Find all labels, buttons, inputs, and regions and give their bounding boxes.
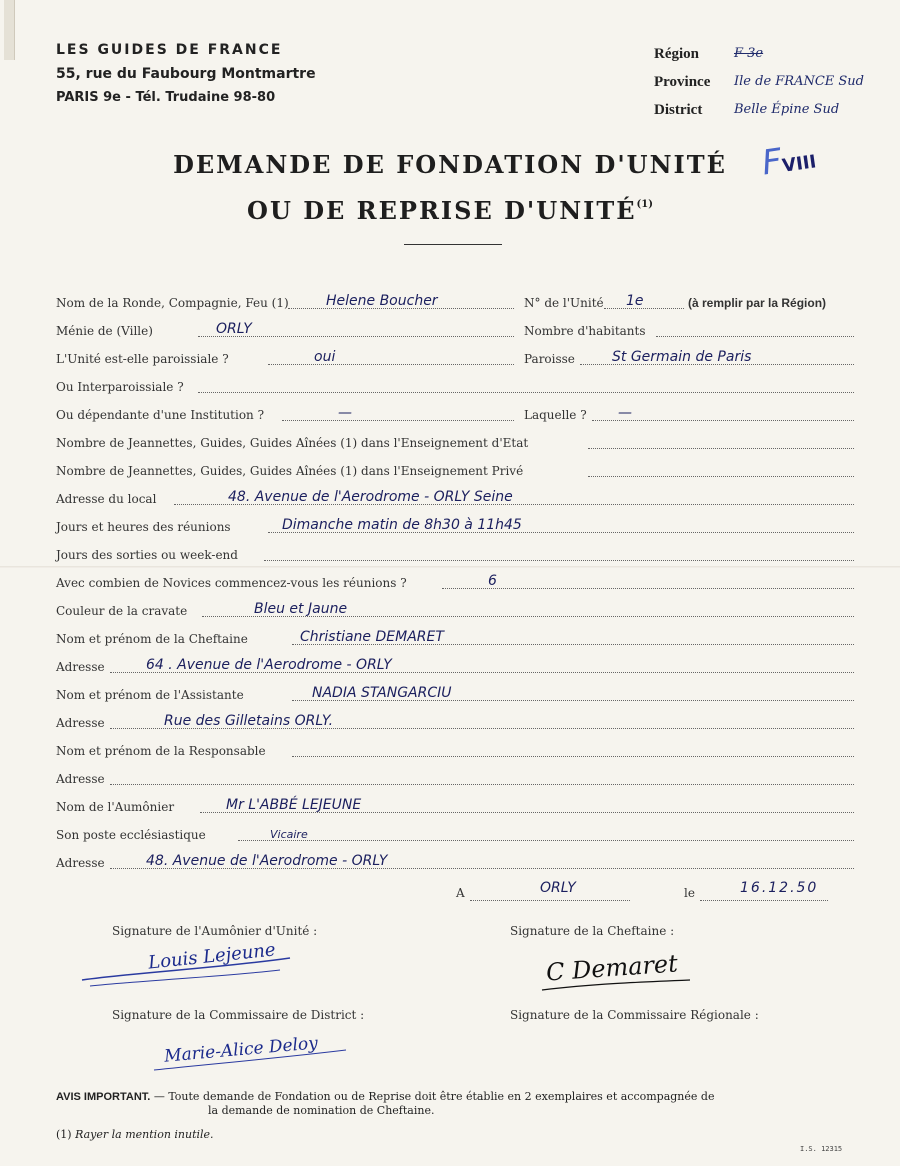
field-value-aumonier-adresse[interactable]: 48. Avenue de l'Aerodrome - ORLY (146, 853, 388, 869)
field-label-local: Adresse du local (56, 492, 157, 506)
date-value[interactable]: 16.12.50 (740, 880, 819, 896)
field-label-institution: Ou dépendante d'une Institution ? (56, 408, 265, 422)
field-label-aumonier: Nom de l'Aumônier (56, 800, 175, 814)
organisation-name: LES GUIDES DE FRANCE (56, 42, 283, 58)
signature-cheftaine[interactable]: C Demaret (545, 949, 679, 987)
form-title-line-2 (0, 196, 900, 225)
signature-flourish-aumonier (80, 950, 300, 990)
dotted-line (292, 756, 854, 757)
form-row-responsable-adresse (56, 766, 854, 788)
file-code-letter: F (759, 141, 785, 184)
field-value-cheftaine-adresse[interactable]: 64 . Avenue de l'Aerodrome - ORLY (146, 657, 392, 673)
dotted-line (238, 840, 854, 841)
title-underline (404, 244, 502, 245)
signature-label-regionale: Signature de la Commissaire Régionale : (510, 1008, 759, 1022)
form-row-institution (56, 402, 854, 424)
field-label-reunions: Jours et heures des réunions (56, 520, 231, 534)
province-label: Province (654, 74, 711, 90)
field-label-poste: Son poste ecclésiastique (56, 828, 206, 842)
field-value-paroisse[interactable]: St Germain de Paris (612, 349, 752, 365)
footnote-mark: (1) (56, 1128, 72, 1141)
form-row-sorties (56, 542, 854, 564)
form-row-novices (56, 570, 854, 592)
field-value-paroissiale[interactable]: oui (314, 349, 336, 365)
field-value-laquelle[interactable]: — (618, 405, 632, 421)
form-row-assistante (56, 682, 854, 704)
dotted-line (282, 420, 514, 421)
field-label-cheftaine: Nom et prénom de la Cheftaine (56, 632, 248, 646)
field-value-local[interactable]: 48. Avenue de l'Aerodrome - ORLY Seine (228, 489, 513, 505)
organisation-city: PARIS 9e - Tél. Trudaine 98-80 (56, 90, 276, 105)
dotted-line (588, 476, 854, 477)
field-value-menie[interactable]: ORLY (216, 321, 252, 337)
field-value-reunions[interactable]: Dimanche matin de 8h30 à 11h45 (282, 517, 522, 533)
field-label-numero: N° de l'Unité (524, 296, 604, 310)
paper-clip-mark (4, 0, 15, 60)
field-label-aumonier-adresse: Adresse (56, 856, 105, 870)
field-label-novices: Avec combien de Novices commencez-vous les réunions ? (56, 576, 407, 590)
field-label-cravate: Couleur de la cravate (56, 604, 188, 618)
footnote (56, 1128, 214, 1141)
region-label: Région (654, 46, 699, 62)
field-value-assistante-adresse[interactable]: Rue des Gilletains ORLY. (164, 713, 334, 729)
dotted-line (110, 784, 854, 785)
district-label: District (654, 102, 703, 118)
field-label-prive: Nombre de Jeannettes, Guides, Guides Aînées (1) dans l'Enseignement Privé (56, 464, 524, 478)
field-label-responsable-adresse: Adresse (56, 772, 105, 786)
form-row-nom (56, 290, 854, 312)
field-label-interparoissiale: Ou Interparoissiale ? (56, 380, 184, 394)
form-row-local (56, 486, 854, 508)
dotted-line (264, 560, 854, 561)
field-label-habitants: Nombre d'habitants (524, 324, 646, 338)
print-code: I.S. 12315 (800, 1145, 843, 1153)
field-value-institution[interactable]: — (338, 405, 352, 421)
important-notice (56, 1090, 854, 1118)
form-row-aumonier (56, 794, 854, 816)
province-value: Ile de FRANCE Sud (734, 74, 865, 89)
form-title-text: OU DE REPRISE D'UNITÉ (247, 196, 637, 225)
dotted-line (588, 448, 854, 449)
signature-flourish-district (150, 1046, 350, 1076)
form-row-poste (56, 822, 854, 844)
signature-label-aumonier: Signature de l'Aumônier d'Unité : (112, 924, 318, 938)
form-row-enseignement-prive (56, 458, 854, 480)
form-row-cravate (56, 598, 854, 620)
notice-line-1: — Toute demande de Fondation ou de Reprise doit être établie en 2 exemplaires et accompagnée de (153, 1090, 715, 1103)
file-code-numeral: VIII (780, 151, 818, 177)
form-row-paroissiale (56, 346, 854, 368)
field-value-numero[interactable]: 1e (626, 293, 644, 309)
region-fill-note: (à remplir par la Région) (688, 296, 827, 310)
field-value-cravate[interactable]: Bleu et Jaune (254, 601, 348, 617)
district-value: Belle Épine Sud (734, 102, 840, 117)
organisation-header (56, 38, 316, 110)
signature-label-cheftaine: Signature de la Cheftaine : (510, 924, 675, 938)
date-place-label: A (456, 886, 465, 900)
fold-line (0, 566, 900, 568)
signature-district[interactable]: Marie-Alice Deloy (163, 1033, 319, 1067)
form-row-menie (56, 318, 854, 340)
field-label-responsable: Nom et prénom de la Responsable (56, 744, 266, 758)
field-label-sorties: Jours des sorties ou week-end (56, 548, 238, 562)
notice-heading: AVIS IMPORTANT. (56, 1091, 151, 1103)
dotted-line (470, 900, 630, 901)
field-label-etat: Nombre de Jeannettes, Guides, Guides Aînées (1) dans l'Enseignement d'Etat (56, 436, 529, 450)
form-row-cheftaine-adresse (56, 654, 854, 676)
field-value-aumonier[interactable]: Mr L'ABBÉ LEJEUNE (226, 797, 362, 813)
field-label-menie: Ménie de (Ville) (56, 324, 153, 338)
form-row-responsable (56, 738, 854, 760)
form-row-reunions (56, 514, 854, 536)
form-row-aumonier-adresse (56, 850, 854, 872)
dotted-line (656, 336, 854, 337)
region-value: F 3e (734, 46, 764, 61)
field-label-assistante-adresse: Adresse (56, 716, 105, 730)
signature-flourish-cheftaine (540, 978, 700, 998)
form-row-enseignement-etat (56, 430, 854, 452)
form-row-assistante-adresse (56, 710, 854, 732)
field-label-paroisse: Paroisse (524, 352, 575, 366)
field-value-nom[interactable]: Helene Boucher (326, 293, 438, 309)
field-label-cheftaine-adresse: Adresse (56, 660, 105, 674)
footnote-text: Rayer la mention inutile. (75, 1128, 214, 1141)
dotted-line (604, 308, 684, 309)
date-place-value[interactable]: ORLY (540, 880, 576, 896)
form-title-line-1: DEMANDE DE FONDATION D'UNITÉ (173, 150, 727, 179)
field-value-cheftaine[interactable]: Christiane DEMARET (300, 629, 444, 645)
dotted-line (268, 364, 514, 365)
title-footnote-mark: (1) (636, 199, 653, 210)
organisation-address: 55, rue du Faubourg Montmartre (56, 66, 316, 82)
date-le-label: le (684, 886, 695, 900)
notice-line-2: la demande de nomination de Cheftaine. (208, 1104, 435, 1117)
field-value-poste[interactable]: Vicaire (270, 828, 308, 841)
field-value-assistante[interactable]: NADIA STANGARCIU (312, 685, 452, 701)
signature-label-district: Signature de la Commissaire de District : (112, 1008, 365, 1022)
signature-aumonier[interactable]: Louis Lejeune (147, 939, 277, 974)
form-row-interparoissiale (56, 374, 854, 396)
form-row-cheftaine (56, 626, 854, 648)
dotted-line (700, 900, 828, 901)
field-label-assistante: Nom et prénom de l'Assistante (56, 688, 244, 702)
field-value-novices[interactable]: 6 (488, 573, 497, 589)
field-label-laquelle: Laquelle ? (524, 408, 587, 422)
field-label-nom: Nom de la Ronde, Compagnie, Feu (1) (56, 296, 289, 310)
region-block (654, 40, 894, 124)
dotted-line (198, 392, 854, 393)
field-label-paroissiale: L'Unité est-elle paroissiale ? (56, 352, 229, 366)
dotted-line (442, 588, 854, 589)
